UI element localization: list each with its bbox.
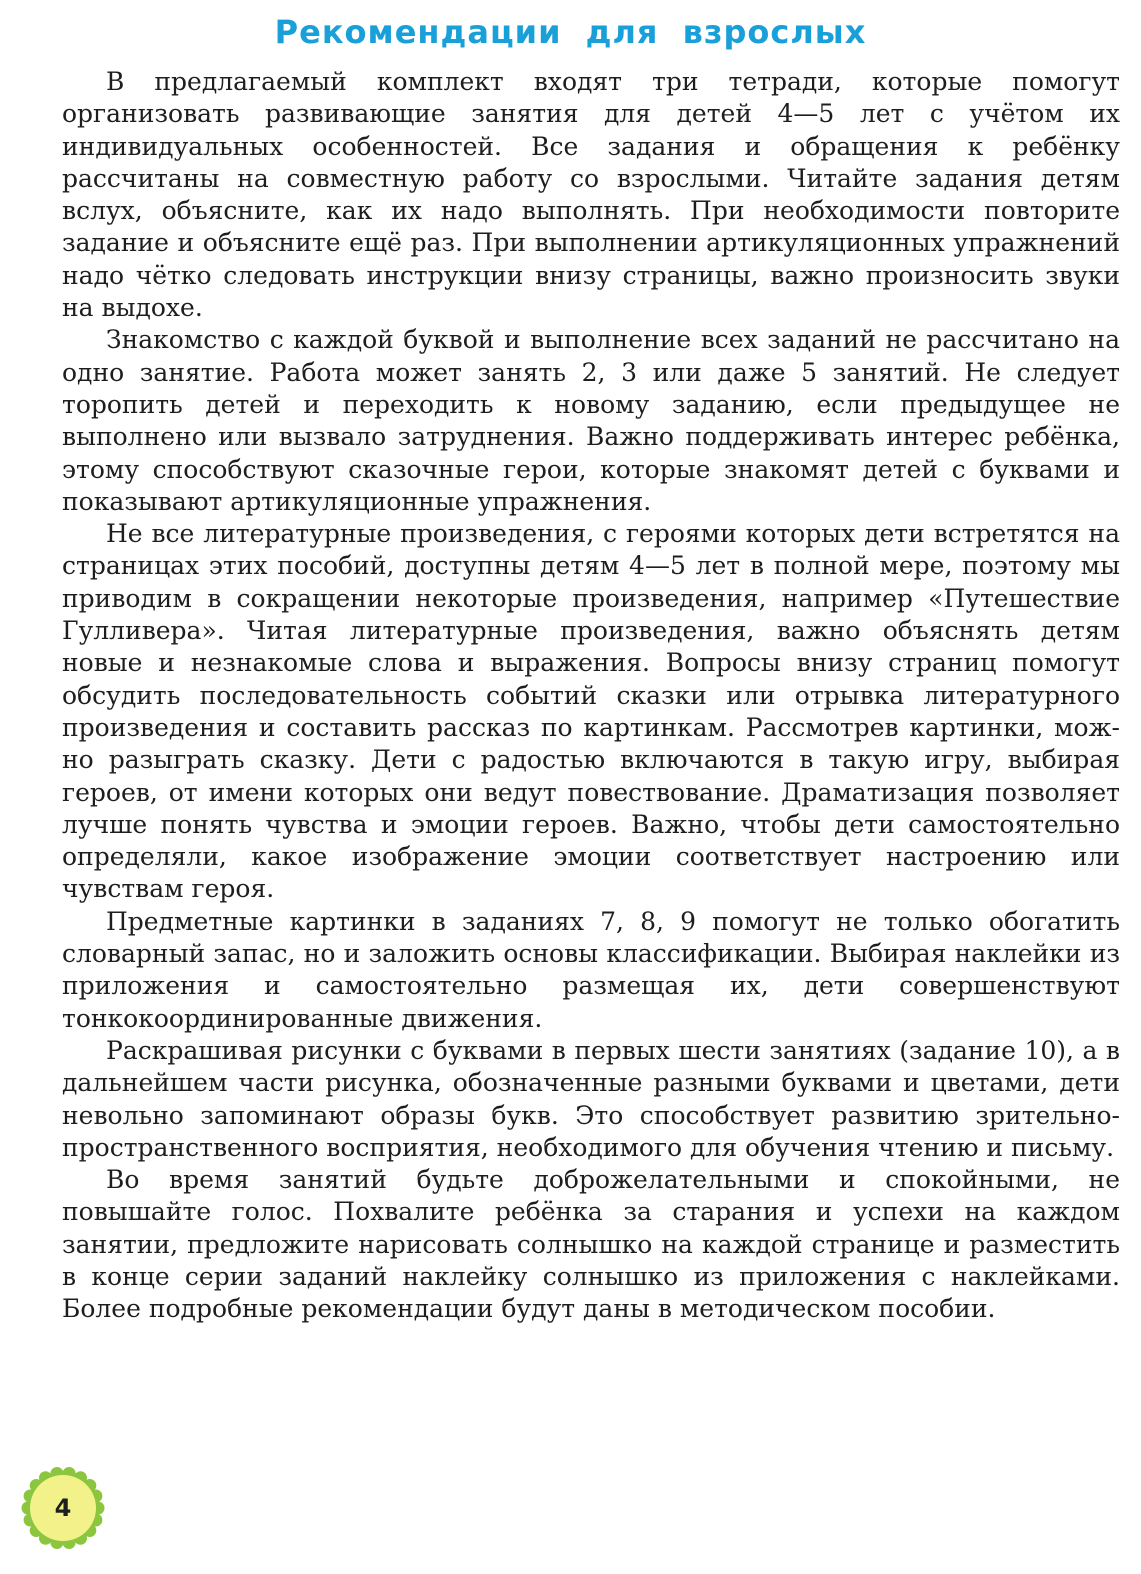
paragraph-intro: В предлагаемый комплект входят три тетради, которые помогут организовать развивающие занятия для детей 4—5 лет с учётом их индивидуальных особенностей. Все задания и обращения к ребёнку рассчитаны на совместную работу со взрослыми. Читайте задания детям вслух, объясните, как их надо выполнять. При необходимости повторите задание и объясните ещё раз. При выполнении артикуляционных упражнений надо чётко следовать инструкции внизу страницы, важно произносить звуки на выдохе.: [62, 67, 1120, 323]
paragraph-pictures: Предметные картинки в заданиях 7, 8, 9 помогут не только обогатить словарный запас, но и заложить основы классификации. Выбирая наклейки из приложения и самостоятельно размещая их, дети совершенствуют тонкокоординированные движения.: [62, 906, 1120, 1033]
body-text: [62, 66, 1120, 1326]
paragraph-literature: Не все литературные произведения, с героями которых дети встретятся на страницах этих пособий, доступны детям 4—5 лет в полной мере, поэтому мы приводим в сокращении некоторые произведения, например «Путешествие Гулливера». Читая литературные произведения, важно объяснять детям новые и незнакомые слова и выражения. Вопросы внизу страниц помогут обсудить последовательность событий сказки или отрывка литературного произведения и составить рассказ по картинкам. Рассмотрев картинки, можно разыграть сказку. Дети с радостью включаются в такую игру, выбирая героев, от имени которых они ведут повествование. Драматизация позволяет лучше понять чувства и эмоции героев. Важно, чтобы дети самостоятельно определяли, какое изображение эмоции соответствует настроению или чувствам героя.: [62, 519, 1120, 904]
paragraph-conduct: Во время занятий будьте доброжелательными и спокойными, не повышайте голос. Похвалите ребёнка за старания и успехи на каждом занятии, предложите нарисовать солнышко на каждой странице и разместить в конце серии заданий наклейку солнышко из приложения с наклейками. Более подробные рекомендации будут даны в методическом пособии.: [62, 1165, 1120, 1324]
paragraph-coloring: Раскрашивая рисунки с буквами в первых шести занятиях (задание 10), а в дальнейшем части рисунка, обозначенные разными буквами и цветами, дети невольно запоминают образы букв. Это способствует развитию зрительно-пространственного восприятия, необходимого для обучения чтению и письму.: [62, 1035, 1120, 1162]
page-title: Рекомендации для взрослых: [274, 13, 867, 51]
page-number-badge: [21, 1466, 105, 1550]
page-number: 4: [54, 1494, 72, 1522]
paragraph-letters: Знакомство с каждой буквой и выполнение всех заданий не рассчитано на одно занятие. Работа может занять 2, 3 или даже 5 занятий. Не следует торопить детей и переходить к новому заданию, если предыдущее не выполнено или вызвало затруднения. Важно поддерживать интерес ребёнка, этому способствуют сказочные герои, которые знакомят детей с буквами и показывают артикуляционные упражнения.: [62, 325, 1120, 516]
